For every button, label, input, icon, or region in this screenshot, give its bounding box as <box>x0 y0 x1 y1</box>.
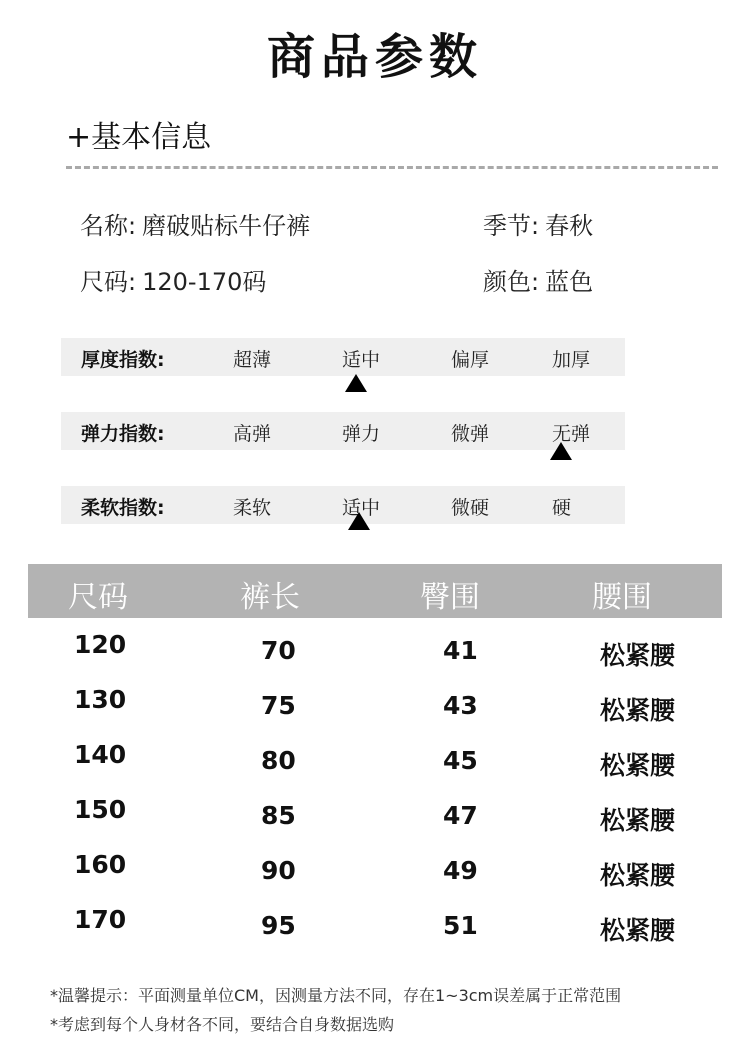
cell-length: 75 <box>261 691 296 720</box>
note-measurement: *温馨提示：平面测量单位CM，因测量方法不同，存在1~3cm误差属于正常范围 <box>50 986 622 1005</box>
info-season-value: 春秋 <box>545 212 594 240</box>
thickness-option: 偏厚 <box>451 349 490 371</box>
cell-hip: 51 <box>443 911 478 940</box>
cell-length: 90 <box>261 856 296 885</box>
cell-size: 170 <box>74 905 127 934</box>
header-pants-length: 裤长 <box>240 580 300 615</box>
cell-hip: 43 <box>443 691 478 720</box>
cell-length: 95 <box>261 911 296 940</box>
elasticity-option: 高弹 <box>233 423 272 445</box>
elasticity-index-bar <box>61 412 625 450</box>
elasticity-index-label: 弹力指数: <box>81 423 165 445</box>
info-name-label: 名称: <box>80 212 137 240</box>
thickness-option: 适中 <box>342 349 381 371</box>
cell-size: 130 <box>74 685 127 714</box>
selected-marker-icon <box>550 442 572 460</box>
thickness-index-bar <box>61 338 625 376</box>
thickness-option: 超薄 <box>233 349 272 371</box>
cell-hip: 47 <box>443 801 478 830</box>
info-color <box>483 262 593 297</box>
cell-hip: 45 <box>443 746 478 775</box>
info-season-label: 季节: <box>483 212 540 240</box>
cell-waist: 松紧腰 <box>600 641 676 670</box>
cell-size: 140 <box>74 740 127 769</box>
cell-waist: 松紧腰 <box>600 916 676 945</box>
info-color-value: 蓝色 <box>545 268 594 296</box>
softness-option: 适中 <box>342 497 381 519</box>
elasticity-option: 微弹 <box>451 423 490 445</box>
info-size <box>80 262 266 297</box>
cell-waist: 松紧腰 <box>600 806 676 835</box>
softness-option: 硬 <box>552 497 572 519</box>
note-purchase: *考虑到每个人身材各不同，要结合自身数据选购 <box>50 1015 395 1034</box>
dashed-divider <box>66 166 718 169</box>
cell-hip: 41 <box>443 636 478 665</box>
info-color-label: 颜色: <box>483 268 540 296</box>
softness-option: 柔软 <box>233 497 272 519</box>
cell-waist: 松紧腰 <box>600 696 676 725</box>
info-season <box>483 206 593 241</box>
header-hip: 臀围 <box>420 580 480 615</box>
cell-waist: 松紧腰 <box>600 751 676 780</box>
cell-length: 70 <box>261 636 296 665</box>
header-waist: 腰围 <box>592 580 652 615</box>
header-size: 尺码 <box>68 580 128 615</box>
elasticity-option: 无弹 <box>552 423 591 445</box>
selected-marker-icon <box>348 512 370 530</box>
cell-length: 80 <box>261 746 296 775</box>
cell-size: 160 <box>74 850 127 879</box>
section-title-basic-info: +基本信息 <box>66 120 212 155</box>
cell-size: 150 <box>74 795 127 824</box>
thickness-index-label: 厚度指数: <box>81 349 165 371</box>
elasticity-option: 弹力 <box>342 423 381 445</box>
info-name <box>80 206 310 241</box>
info-size-value: 120-170码 <box>142 268 267 296</box>
softness-index-label: 柔软指数: <box>81 497 165 519</box>
cell-size: 120 <box>74 630 127 659</box>
size-table-header <box>28 564 722 618</box>
cell-length: 85 <box>261 801 296 830</box>
page-title: 商品参数 <box>266 29 483 85</box>
cell-hip: 49 <box>443 856 478 885</box>
info-size-label: 尺码: <box>80 268 137 296</box>
cell-waist: 松紧腰 <box>600 861 676 890</box>
softness-index-bar <box>61 486 625 524</box>
selected-marker-icon <box>345 374 367 392</box>
softness-option: 微硬 <box>451 497 490 519</box>
thickness-option: 加厚 <box>552 349 591 371</box>
info-name-value: 磨破贴标牛仔裤 <box>142 212 311 240</box>
